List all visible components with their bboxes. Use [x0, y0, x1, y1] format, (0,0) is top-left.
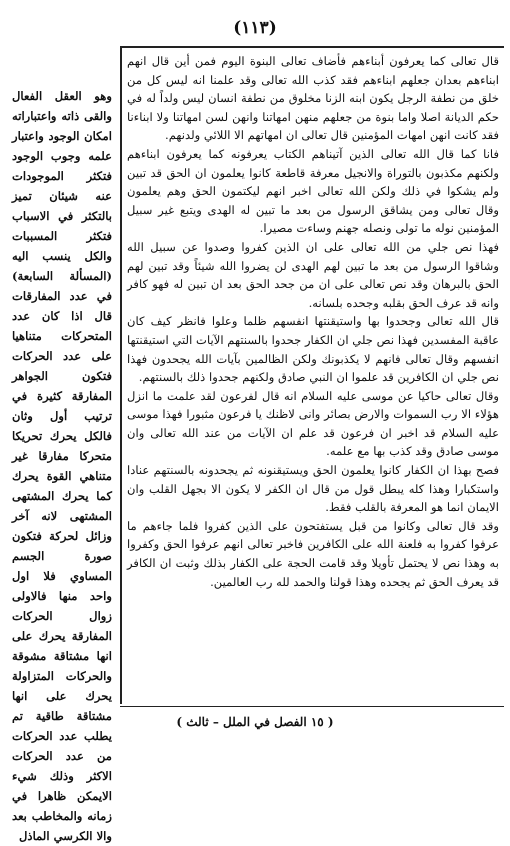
margin-paragraph: وهو العقل الفعال والقى ذاته واعتباراته امكان الوجود واعتبار علمه وجوب الوجود فتكثر الموجودات عنه شيئان تميز بالتكثر في الاسباب فتكثر المسببات والكل ينسب اليه (المسألة السابعة) في عدد المفارقات قال اذا كان عدد المتحركات متناهيا على عدد الحركات فتكون الجواهر المفارقة كثيرة في ترتيب أول وثان فالكل يحرك تحريكا متحركا مفارقا غير متناهي القوة يحرك كما يحرك المشتهى المشتهى لانه آخر وزائل لحركة فتكون صورة الجسم المساوي فلا اول واحد منها فالاولى زوال الحركات المفارقة يحرك على انها مشتاقة مشوقة والحركات المتزاولة يحرك على انها مشتاقة طاقية تم يطلب عدد الحركات من عدد الحركات الاكثر وذلك شيء الايمكن ظاهرا في زمانه والمخاطب بعد والا الكرسي الماذل	[12, 89, 112, 843]
main-text-column	[127, 52, 499, 700]
margin-commentary-column	[12, 86, 112, 843]
footer-rule	[120, 706, 504, 707]
main-paragraph: فصح بهذا ان الكفار كانوا يعلمون الحق ويستيقنونه ثم يجحدونه بالسنتهم عنادا واستكبارا وهذا كله يبطل قول من قال ان الكفر لا يكون الا بجهل القلب وان الايمان انما هو المعرفة بالقلب فقط.	[127, 463, 499, 515]
footer-signature: ( ١٥ الفصل في الملل – ثالث )	[176, 715, 334, 729]
main-paragraph: فهذا نص جلي من الله تعالى على ان الذين كفروا وصدوا عن سبيل الله وشاقوا الرسول من بعد ما تبين لهم الهدى لن يضروا الله شيئاً وقد تبين لهم الحق بالبرهان وقد نص تعالى على ان من جحد الحق بعد ان تبين له فهو كافر وانه قد عرف الحق بقلبه وجحده بلسانه.	[127, 239, 499, 310]
main-paragraph: قال تعالى كما يعرفون أبناءهم فأضاف تعالى البنوة اليوم فمن أين قال انهم ابناءهم بعدان جعلهم ابناءهم فقد كذب الله تعالى وقد علمنا انه ليس كل من خلق من نطفة الرجل يكون ابنه الزنا مخلوق من نطفة انسان ليس ولداً له في حكم الديانة اصلا واما بنوة من جعلهم منهن امهاتنا وانهن لسن امهاتنا ولا ابناءنا فقد كانت انهن امهات المؤمنين قال تعالى ان امهاتهم الا اللائي ولدنهم.	[127, 54, 499, 143]
page-number: (١١٣)	[233, 18, 277, 38]
main-paragraph: فانا كما قال الله تعالى الذين آتيناهم الكتاب يعرفونه كما يعرفون ابناءهم ولكنهم مكذبون بالتوراة والانجيل معرفة قاطعة كانوا يعلمون ان الحق قد تبين ولم يشكوا في ذلك ولكن الله تعالى اخبر انهم ليكتمون الحق وهم يعلمون وقال تعالى ومن يشاقق الرسول من بعد ما تبين له الهدى ويتبع غير سبيل المؤمنين نوله ما تولى ونصله جهنم وساءت مصيرا.	[127, 146, 499, 236]
main-paragraph: وقد قال تعالى وكانوا من قبل يستفتحون على الذين كفروا فلما جاءهم ما عرفوا كفروا به فلعنة الله على الكافرين فاخبر تعالى انهم عرفوا الحق وكفروا به وهذا نص لا يحتمل تأويلا وقد قامت الحجة على الكفار بذلك وثبت ان الكافر قد يعرف الحق ثم يجحده وهذا قولنا والحمد لله رب العالمين.	[127, 518, 499, 589]
main-paragraph: قال الله تعالى وجحدوا بها واستيقنتها انفسهم ظلما وعلوا فانظر كيف كان عاقبة المفسدين فهذا نص جلي ان الكفار جحدوا بالسنتهم الآيات التي استيقنتها انفسهم وقال تعالى فانهم لا يكذبونك ولكن الظالمين بآيات الله يجحدون فهذا نص جلي ان الكافرين قد علموا ان النبي صادق ولكنهم جحدوا ذلك بالسنتهم.	[127, 314, 499, 385]
main-paragraph: وقال تعالى حاكيا عن موسى عليه السلام انه قال لفرعون لقد علمت ما انزل هؤلاء الا رب السموات والارض بصائر وانى لاظنك يا فرعون مثبورا فهذا موسى عليه السلام قد اخبر ان فرعون قد علم ان الآيات من عند الله تعالى وان موسى صادق وقد كذب بها مع علمه.	[127, 388, 499, 459]
